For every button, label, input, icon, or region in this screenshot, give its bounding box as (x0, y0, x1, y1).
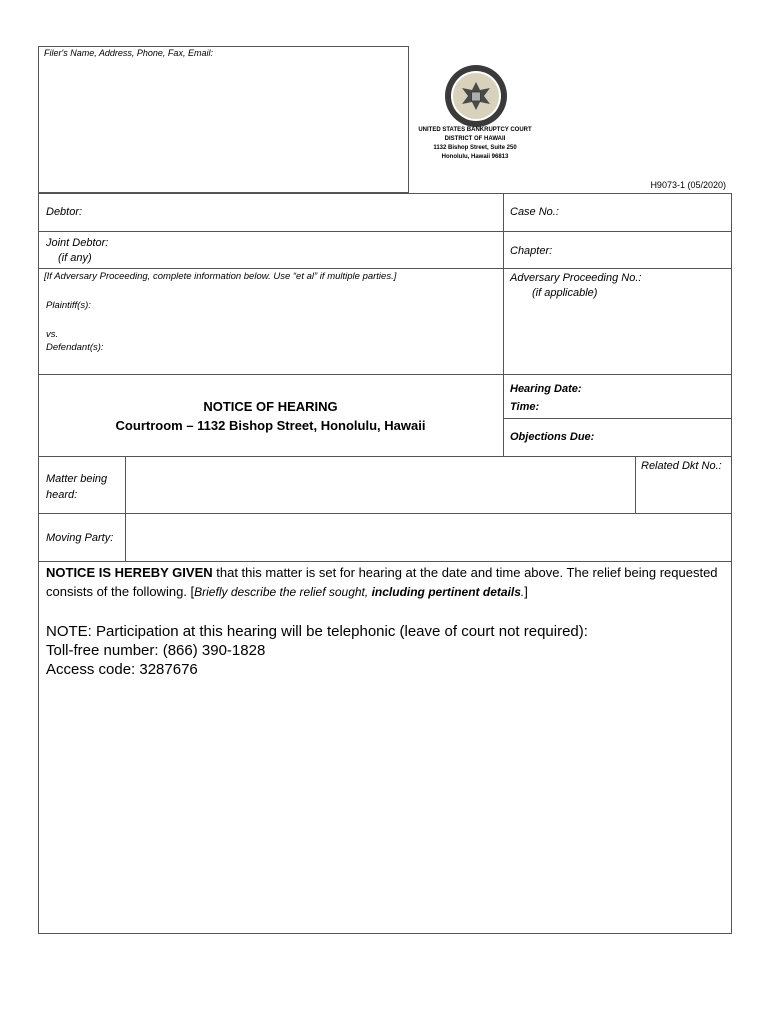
hearing-date-field[interactable] (590, 378, 727, 396)
moving-party-field[interactable] (128, 516, 728, 558)
notice-bold-italic: including pertinent details (371, 585, 521, 599)
related-dkt-field[interactable] (640, 476, 728, 510)
hearing-date-label: Hearing Date: (510, 383, 582, 395)
matter-label (46, 471, 107, 503)
chapter-label: Chapter: (510, 245, 553, 257)
court-street: 1132 Bishop Street, Suite 250 (433, 145, 517, 151)
form-number: H9073-1 (05/2020) (650, 180, 726, 190)
notice-lead: NOTICE IS HEREBY GIVEN (46, 565, 213, 580)
objections-label: Objections Due: (510, 431, 595, 443)
court-seal-icon (444, 64, 508, 128)
telephonic-note[interactable] (46, 622, 588, 679)
case-no-label: Case No.: (510, 206, 559, 218)
case-no-field[interactable] (565, 196, 727, 228)
related-dkt-label: Related Dkt No.: (641, 460, 722, 472)
notice-close: ] (524, 584, 528, 599)
rule (38, 456, 732, 457)
adv-no-field[interactable] (510, 305, 727, 367)
defendant-label: Defendant(s): (46, 342, 104, 353)
joint-debtor-field[interactable] (120, 234, 495, 266)
matter-label-line1: Matter being (46, 473, 108, 485)
rule (125, 456, 126, 561)
rule (503, 193, 504, 456)
adv-no-label: Adversary Proceeding No.: (510, 272, 642, 284)
notice-text: that this matter is set for hearing at the date and time above. The relief being requested consists of the following. [ (46, 565, 718, 599)
objections-field[interactable] (600, 422, 727, 452)
court-address (400, 126, 550, 162)
moving-party-label: Moving Party: (46, 532, 114, 544)
debtor-field[interactable] (90, 196, 495, 228)
telephonic-line1: NOTE: Participation at this hearing will be telephonic (leave of court not required): (46, 623, 588, 640)
access-code: Access code: 3287676 (46, 661, 198, 678)
adversary-instruction: [If Adversary Proceeding, complete information below. Use “et al” if multiple parties.] (44, 271, 397, 282)
matter-field[interactable] (128, 459, 633, 511)
rule (635, 456, 636, 513)
court-city: Honolulu, Hawaii 96813 (441, 154, 509, 160)
filer-label: Filer's Name, Address, Phone, Fax, Email: (44, 48, 213, 58)
time-label: Time: (510, 401, 540, 413)
notice-body (46, 563, 726, 602)
filer-box[interactable] (38, 46, 409, 193)
vs-label: vs. (46, 329, 59, 340)
rule (38, 268, 732, 269)
debtor-label: Debtor: (46, 206, 83, 218)
rule (38, 374, 732, 375)
plaintiff-label: Plaintiff(s): (46, 300, 91, 311)
notice-italic: Briefly describe the relief sought, (194, 585, 372, 599)
court-name: UNITED STATES BANKRUPTCY COURT (418, 127, 532, 133)
joint-debtor-sub: (if any) (58, 252, 92, 264)
joint-debtor-label: Joint Debtor: (46, 237, 109, 249)
chapter-field[interactable] (560, 234, 727, 266)
rule (38, 561, 732, 562)
matter-label-line2: heard: (46, 489, 78, 501)
rule (503, 418, 732, 419)
notice-title: NOTICE OF HEARING (203, 399, 338, 414)
plaintiff-field[interactable] (110, 292, 495, 320)
relief-description-field[interactable] (44, 685, 726, 929)
rule (38, 513, 732, 514)
adv-no-sub: (if applicable) (532, 287, 598, 299)
time-field[interactable] (545, 397, 727, 415)
defendant-field[interactable] (115, 334, 495, 366)
court-district: DISTRICT OF HAWAII (444, 136, 506, 142)
toll-free-number: Toll-free number: (866) 390-1828 (46, 642, 266, 659)
courtroom-line: Courtroom – 1132 Bishop Street, Honolulu, Hawaii (115, 418, 426, 433)
notice-italic-end: . (520, 585, 525, 599)
rule (38, 231, 732, 232)
